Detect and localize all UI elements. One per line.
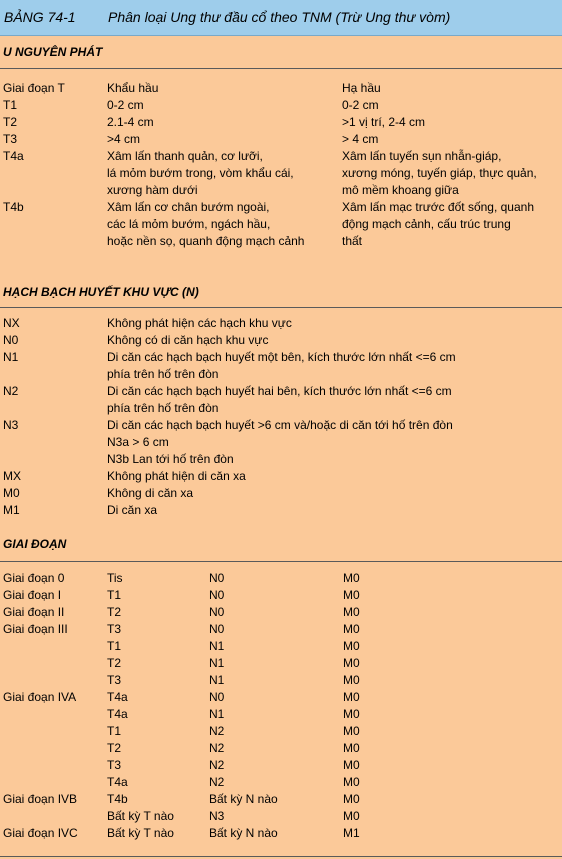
table-cell: lá mỏm bướm trong, vòm khẩu cái, xyxy=(107,166,294,180)
table-cell: M0 xyxy=(343,707,360,721)
table-cell: N3 xyxy=(209,809,225,823)
table-cell: NX xyxy=(3,316,20,330)
table-cell: N0 xyxy=(3,333,19,347)
table-cell: T3 xyxy=(3,132,18,146)
table-cell: Không phát hiện các hạch khu vực xyxy=(107,316,292,330)
table-cell: N2 xyxy=(209,758,225,772)
table-cell: Bất kỳ T nào xyxy=(107,826,174,840)
table-cell: Giai đoạn IVB xyxy=(3,792,78,806)
table-cell: M0 xyxy=(343,741,360,755)
table-cell: MX xyxy=(3,469,21,483)
table-cell: T3 xyxy=(107,673,122,687)
column-header: Giai đoạn T xyxy=(3,81,65,95)
table-cell: N1 xyxy=(209,639,225,653)
table-cell: 2.1-4 cm xyxy=(107,115,154,129)
table-cell: Không di căn xa xyxy=(107,486,194,500)
table-cell: phía trên hố trên đòn xyxy=(107,367,219,381)
table-cell: M1 xyxy=(3,503,20,517)
table-cell: động mạch cảnh, cấu trúc trung xyxy=(342,217,511,231)
table-cell: Di căn các hạch bạch huyết hai bên, kích thước lớn nhất <=6 cm xyxy=(107,384,452,398)
table-cell: Bất kỳ N nào xyxy=(209,792,278,806)
table-cell: T4b xyxy=(107,792,128,806)
table-cell: Giai đoạn III xyxy=(3,622,68,636)
table-cell: N2 xyxy=(209,724,225,738)
table-cell: T4a xyxy=(107,690,128,704)
table-cell: M0 xyxy=(343,656,360,670)
table-cell: M0 xyxy=(343,809,360,823)
table-cell: 0-2 cm xyxy=(342,98,379,112)
table-cell: Xâm lấn mạc trước đốt sống, quanh xyxy=(342,200,534,214)
table-cell: Di căn xa xyxy=(107,503,158,517)
table-cell: Giai đoạn IVC xyxy=(3,826,78,840)
table-cell: xương hàm dưới xyxy=(107,183,198,197)
table-cell: N1 xyxy=(209,707,225,721)
table-cell: Bất kỳ T nào xyxy=(107,809,174,823)
table-cell: M1 xyxy=(343,826,360,840)
column-header: Hạ hầu xyxy=(342,81,381,95)
table-cell: >1 vị trí, 2-4 cm xyxy=(342,115,426,129)
table-cell: M0 xyxy=(343,673,360,687)
table-cell: Không có di căn hạch khu vực xyxy=(107,333,269,347)
table-title-bar xyxy=(0,0,562,36)
table-cell: M0 xyxy=(343,605,360,619)
divider xyxy=(0,307,562,308)
table-cell: N2 xyxy=(3,384,19,398)
table-cell: T4a xyxy=(107,707,128,721)
table-cell: T1 xyxy=(3,98,18,112)
table-cell: Xâm lấn tuyến sụn nhẫn-giáp, xyxy=(342,149,502,163)
table-cell: mô mềm khoang giữa xyxy=(342,183,459,197)
table-cell: Giai đoạn IVA xyxy=(3,690,77,704)
table-cell: Di căn các hạch bạch huyết >6 cm và/hoặc di căn tới hố trên đòn xyxy=(107,418,453,432)
table-cell: N1 xyxy=(209,673,225,687)
table-cell: T2 xyxy=(107,656,122,670)
table-cell: N3 xyxy=(3,418,19,432)
table-cell: T1 xyxy=(107,588,122,602)
table-cell: >4 cm xyxy=(107,132,141,146)
table-cell: T4a xyxy=(3,149,24,163)
table-cell: phía trên hố trên đòn xyxy=(107,401,219,415)
table-cell: N0 xyxy=(209,571,225,585)
table-cell: N0 xyxy=(209,622,225,636)
table-cell: M0 xyxy=(343,690,360,704)
table-cell: M0 xyxy=(343,571,360,585)
column-header: Khẩu hầu xyxy=(107,81,159,95)
table-cell: N3a > 6 cm xyxy=(107,435,169,449)
table-cell: T4b xyxy=(3,200,24,214)
table-cell: M0 xyxy=(343,639,360,653)
table-cell: Giai đoạn 0 xyxy=(3,571,65,585)
table-cell: N0 xyxy=(209,605,225,619)
table-cell: M0 xyxy=(343,588,360,602)
table-cell: Di căn các hạch bạch huyết một bên, kích thước lớn nhất <=6 cm xyxy=(107,350,456,364)
bottom-border xyxy=(0,856,562,857)
table-cell: Bất kỳ N nào xyxy=(209,826,278,840)
table-cell: Tis xyxy=(107,571,123,585)
table-cell: N0 xyxy=(209,690,225,704)
table-cell: T3 xyxy=(107,758,122,772)
table-cell: T2 xyxy=(3,115,18,129)
table-cell: T2 xyxy=(107,741,122,755)
table-cell: Xâm lấn thanh quản, cơ lưỡi, xyxy=(107,149,263,163)
table-cell: M0 xyxy=(3,486,20,500)
table-cell: M0 xyxy=(343,758,360,772)
table-cell: M0 xyxy=(343,775,360,789)
table-cell: hoặc nền sọ, quanh động mạch cảnh xyxy=(107,234,305,248)
divider xyxy=(0,68,562,69)
table-cell: T1 xyxy=(107,639,122,653)
table-cell: Không phát hiện di căn xa xyxy=(107,469,246,483)
table-cell: T4a xyxy=(107,775,128,789)
table-cell: N1 xyxy=(3,350,19,364)
table-cell: thất xyxy=(342,234,363,248)
table-cell: N0 xyxy=(209,588,225,602)
table-cell: M0 xyxy=(343,622,360,636)
divider xyxy=(0,561,562,562)
table-number: BẢNG 74-1 xyxy=(4,9,76,25)
table-cell: N2 xyxy=(209,741,225,755)
table-cell: M0 xyxy=(343,792,360,806)
table-cell: T2 xyxy=(107,605,122,619)
section-heading-stage: GIAI ĐOẠN xyxy=(3,537,67,551)
section-heading-n: HẠCH BẠCH HUYẾT KHU VỰC (N) xyxy=(3,285,199,299)
table-cell: Giai đoạn II xyxy=(3,605,65,619)
table-cell: 0-2 cm xyxy=(107,98,144,112)
table-cell: > 4 cm xyxy=(342,132,379,146)
table-cell: N1 xyxy=(209,656,225,670)
table-cell: xương móng, tuyến giáp, thực quản, xyxy=(342,166,537,180)
section-heading-t: U NGUYÊN PHÁT xyxy=(3,45,103,59)
table-cell: T1 xyxy=(107,724,122,738)
table-cell: Giai đoạn I xyxy=(3,588,62,602)
table-cell: N2 xyxy=(209,775,225,789)
table-title: Phân loại Ung thư đầu cổ theo TNM (Trừ Ung thư vòm) xyxy=(108,9,451,25)
table-cell: Xâm lấn cơ chân bướm ngoài, xyxy=(107,200,270,214)
table-cell: T3 xyxy=(107,622,122,636)
table-cell: N3b Lan tới hố trên đòn xyxy=(107,452,234,466)
table-cell: M0 xyxy=(343,724,360,738)
table-cell: các lá mỏm bướm, ngách hầu, xyxy=(107,217,271,231)
